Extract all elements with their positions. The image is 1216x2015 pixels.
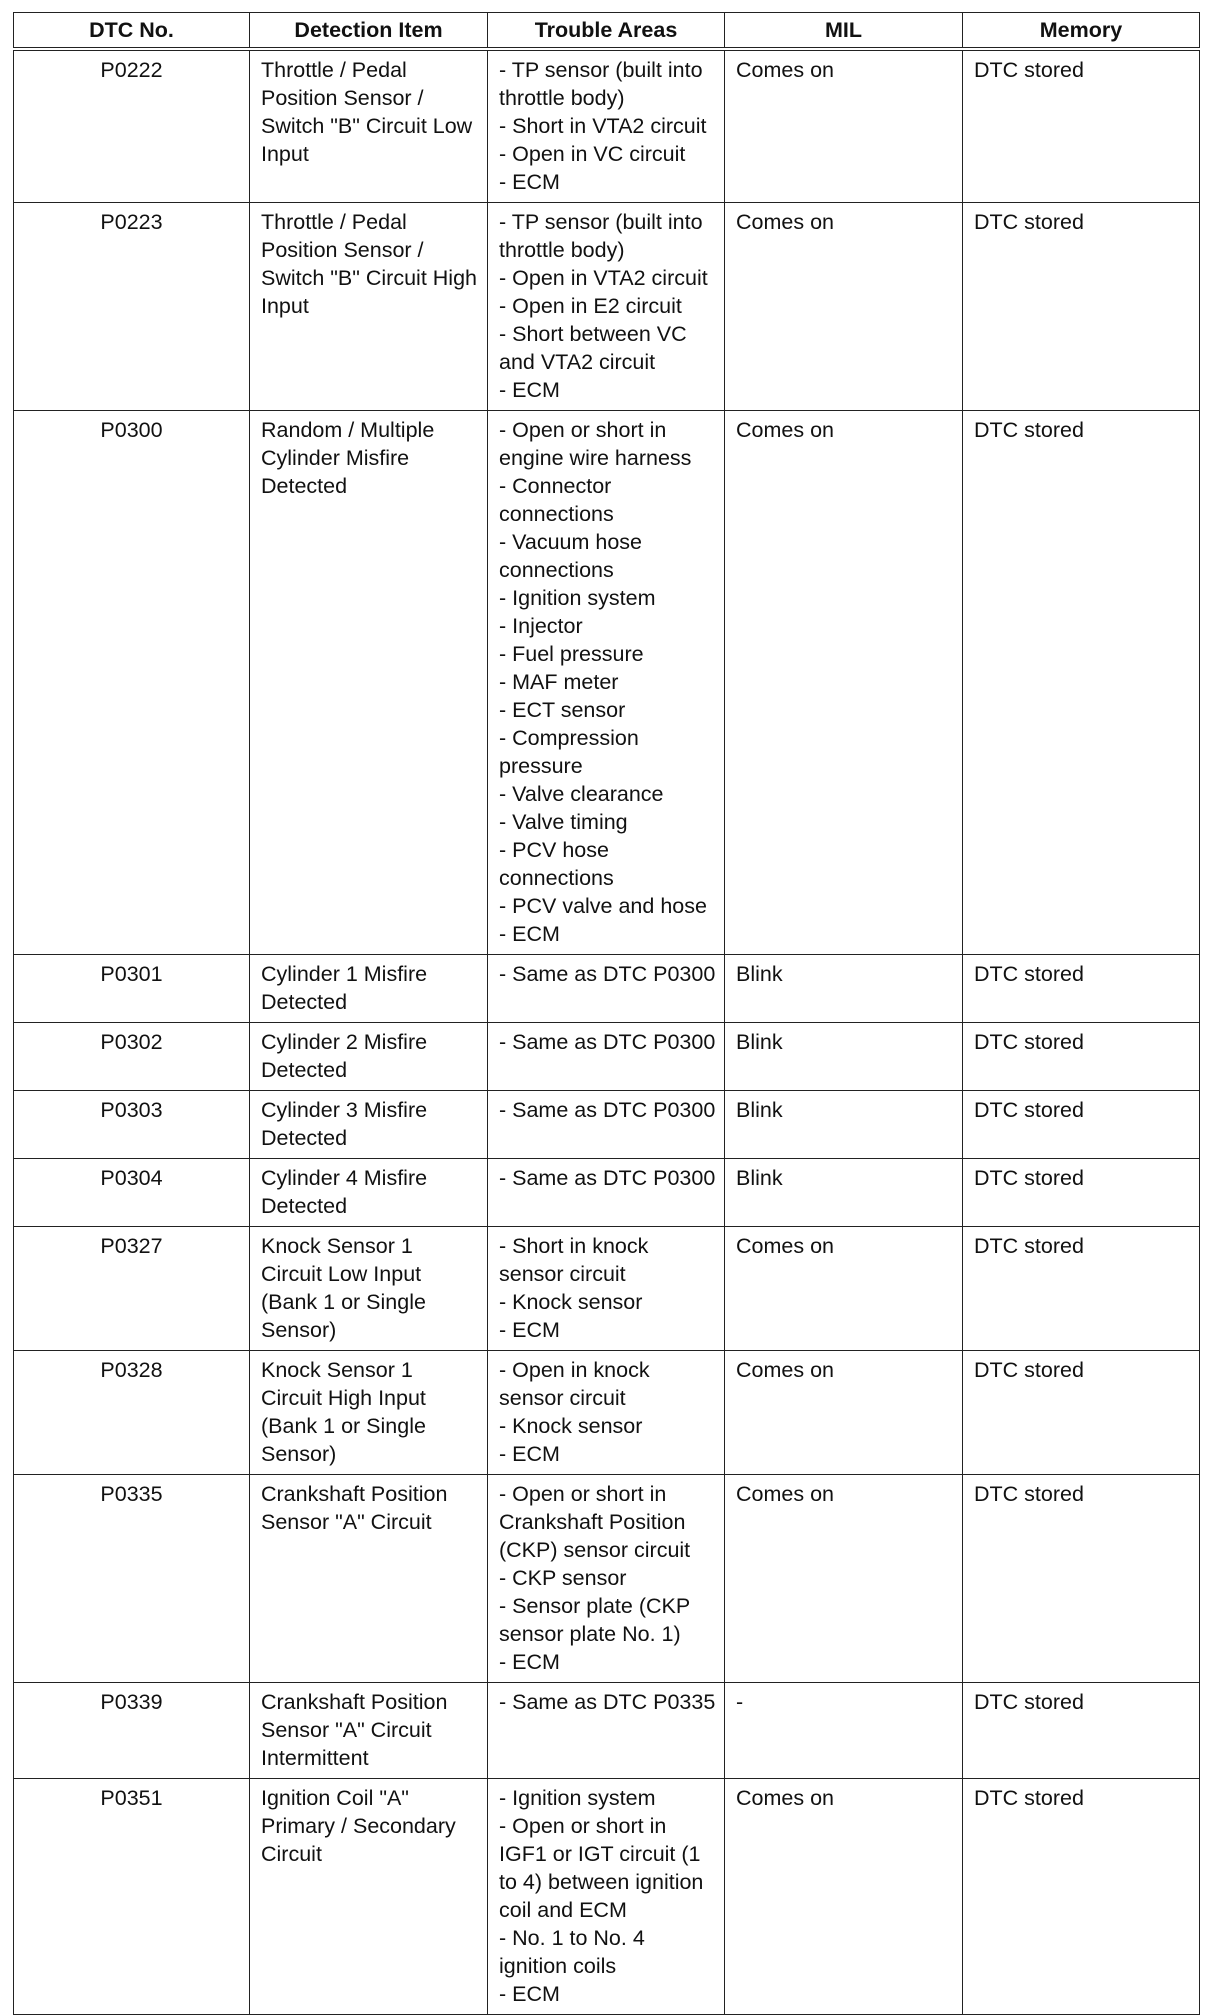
memory-cell: DTC stored — [963, 203, 1200, 411]
table-row — [14, 1227, 1200, 1351]
table-row — [14, 1475, 1200, 1683]
memory-cell: DTC stored — [963, 1351, 1200, 1475]
trouble-area-item: - No. 1 to No. 4 ignition coils — [499, 1926, 645, 1978]
trouble-area-item: - Short in VTA2 circuit — [499, 114, 707, 138]
dtc-code-cell: P0302 — [14, 1023, 250, 1091]
dtc-code-cell: P0351 — [14, 1779, 250, 2015]
trouble-area-item: - Knock sensor — [499, 1290, 643, 1314]
dtc-code-cell: P0327 — [14, 1227, 250, 1351]
detection-item-cell: Random / Multiple Cylinder Misfire Detected — [250, 411, 488, 955]
trouble-area-item: - Open or short in Crankshaft Position (CKP) sensor circuit — [499, 1482, 691, 1562]
trouble-area-item: - Open in E2 circuit — [499, 294, 682, 318]
table-row — [14, 1159, 1200, 1227]
trouble-area-item: - ECM — [499, 1982, 560, 2006]
dtc-table — [13, 12, 1200, 2015]
trouble-areas-cell — [488, 1779, 725, 2015]
dtc-table-container — [13, 12, 1200, 2015]
dtc-code-cell: P0301 — [14, 955, 250, 1023]
dtc-code-cell: P0328 — [14, 1351, 250, 1475]
trouble-area-item: - TP sensor (built into throttle body) — [499, 210, 703, 262]
memory-cell: DTC stored — [963, 411, 1200, 955]
trouble-areas-cell — [488, 1023, 725, 1091]
header-mil: MIL — [725, 13, 963, 50]
trouble-area-item: - Injector — [499, 614, 583, 638]
trouble-areas-cell — [488, 1351, 725, 1475]
trouble-area-item: - MAF meter — [499, 670, 619, 694]
trouble-area-item: - Same as DTC P0335 — [499, 1690, 716, 1714]
trouble-area-item: - Short between VC and VTA2 circuit — [499, 322, 687, 374]
memory-cell: DTC stored — [963, 1683, 1200, 1779]
trouble-area-item: - Vacuum hose connections — [499, 530, 643, 582]
mil-cell: - — [725, 1683, 963, 1779]
dtc-code-cell: P0339 — [14, 1683, 250, 1779]
detection-item-cell: Throttle / Pedal Position Sensor / Switch "B" Circuit Low Input — [250, 49, 488, 203]
table-row — [14, 1351, 1200, 1475]
trouble-area-item: - ECM — [499, 378, 560, 402]
header-detection-item: Detection Item — [250, 13, 488, 50]
trouble-area-item: - Compression pressure — [499, 726, 639, 778]
memory-cell: DTC stored — [963, 1091, 1200, 1159]
trouble-area-item: - Valve clearance — [499, 782, 664, 806]
mil-cell: Comes on — [725, 1475, 963, 1683]
trouble-areas-cell — [488, 411, 725, 955]
memory-cell: DTC stored — [963, 1159, 1200, 1227]
trouble-area-item: - Sensor plate (CKP sensor plate No. 1) — [499, 1594, 690, 1646]
mil-cell: Comes on — [725, 203, 963, 411]
mil-cell: Comes on — [725, 1227, 963, 1351]
table-row — [14, 1683, 1200, 1779]
detection-item-cell: Knock Sensor 1 Circuit Low Input (Bank 1 or Single Sensor) — [250, 1227, 488, 1351]
trouble-area-item: - ECM — [499, 922, 560, 946]
table-row — [14, 955, 1200, 1023]
detection-item-cell: Crankshaft Position Sensor "A" Circuit Intermittent — [250, 1683, 488, 1779]
trouble-areas-cell — [488, 1227, 725, 1351]
trouble-area-item: - Same as DTC P0300 — [499, 1098, 716, 1122]
table-body — [14, 49, 1200, 2015]
mil-cell: Comes on — [725, 1351, 963, 1475]
detection-item-cell: Ignition Coil "A" Primary / Secondary Circuit — [250, 1779, 488, 2015]
trouble-area-item: - Connector connections — [499, 474, 614, 526]
detection-item-cell: Cylinder 1 Misfire Detected — [250, 955, 488, 1023]
trouble-area-item: - Knock sensor — [499, 1414, 643, 1438]
trouble-area-item: - PCV hose connections — [499, 838, 614, 890]
trouble-area-item: - Same as DTC P0300 — [499, 1030, 716, 1054]
trouble-areas-cell — [488, 1475, 725, 1683]
trouble-area-item: - Fuel pressure — [499, 642, 644, 666]
trouble-area-item: - Open or short in IGF1 or IGT circuit (1 to 4) between ignition coil and ECM — [499, 1814, 704, 1922]
memory-cell: DTC stored — [963, 1227, 1200, 1351]
trouble-areas-cell — [488, 1683, 725, 1779]
trouble-area-item: - Ignition system — [499, 586, 656, 610]
header-dtc-no: DTC No. — [14, 13, 250, 50]
mil-cell: Blink — [725, 1159, 963, 1227]
detection-item-cell: Throttle / Pedal Position Sensor / Switch "B" Circuit High Input — [250, 203, 488, 411]
table-row — [14, 1779, 1200, 2015]
header-row — [14, 13, 1200, 50]
memory-cell: DTC stored — [963, 1475, 1200, 1683]
trouble-area-item: - Open in VC circuit — [499, 142, 686, 166]
trouble-area-item: - Same as DTC P0300 — [499, 1166, 716, 1190]
detection-item-cell: Knock Sensor 1 Circuit High Input (Bank 1 or Single Sensor) — [250, 1351, 488, 1475]
detection-item-cell: Crankshaft Position Sensor "A" Circuit — [250, 1475, 488, 1683]
trouble-area-item: - ECM — [499, 1442, 560, 1466]
dtc-code-cell: P0304 — [14, 1159, 250, 1227]
mil-cell: Comes on — [725, 1779, 963, 2015]
trouble-areas-cell — [488, 1091, 725, 1159]
table-row — [14, 1091, 1200, 1159]
trouble-areas-cell — [488, 203, 725, 411]
dtc-code-cell: P0303 — [14, 1091, 250, 1159]
trouble-area-item: - Same as DTC P0300 — [499, 962, 716, 986]
table-row — [14, 411, 1200, 955]
trouble-area-item: - ECM — [499, 1318, 560, 1342]
memory-cell: DTC stored — [963, 1779, 1200, 2015]
dtc-code-cell: P0222 — [14, 49, 250, 203]
trouble-area-item: - ECM — [499, 170, 560, 194]
detection-item-cell: Cylinder 2 Misfire Detected — [250, 1023, 488, 1091]
trouble-area-item: - TP sensor (built into throttle body) — [499, 58, 703, 110]
trouble-areas-cell — [488, 955, 725, 1023]
trouble-area-item: - Ignition system — [499, 1786, 656, 1810]
trouble-area-item: - Valve timing — [499, 810, 628, 834]
table-row — [14, 1023, 1200, 1091]
table-row — [14, 203, 1200, 411]
dtc-code-cell: P0335 — [14, 1475, 250, 1683]
memory-cell: DTC stored — [963, 49, 1200, 203]
trouble-area-item: - Open or short in engine wire harness — [499, 418, 692, 470]
trouble-area-item: - ECM — [499, 1650, 560, 1674]
detection-item-cell: Cylinder 4 Misfire Detected — [250, 1159, 488, 1227]
trouble-area-item: - Open in VTA2 circuit — [499, 266, 708, 290]
memory-cell: DTC stored — [963, 955, 1200, 1023]
trouble-areas-cell — [488, 49, 725, 203]
memory-cell: DTC stored — [963, 1023, 1200, 1091]
mil-cell: Comes on — [725, 411, 963, 955]
mil-cell: Blink — [725, 955, 963, 1023]
mil-cell: Comes on — [725, 49, 963, 203]
trouble-area-item: - Open in knock sensor circuit — [499, 1358, 650, 1410]
trouble-area-item: - PCV valve and hose — [499, 894, 707, 918]
trouble-area-item: - Short in knock sensor circuit — [499, 1234, 649, 1286]
trouble-area-item: - ECT sensor — [499, 698, 626, 722]
mil-cell: Blink — [725, 1091, 963, 1159]
trouble-areas-cell — [488, 1159, 725, 1227]
detection-item-cell: Cylinder 3 Misfire Detected — [250, 1091, 488, 1159]
trouble-area-item: - CKP sensor — [499, 1566, 627, 1590]
dtc-code-cell: P0223 — [14, 203, 250, 411]
header-memory: Memory — [963, 13, 1200, 50]
mil-cell: Blink — [725, 1023, 963, 1091]
header-trouble-areas: Trouble Areas — [488, 13, 725, 50]
dtc-code-cell: P0300 — [14, 411, 250, 955]
table-row — [14, 49, 1200, 203]
